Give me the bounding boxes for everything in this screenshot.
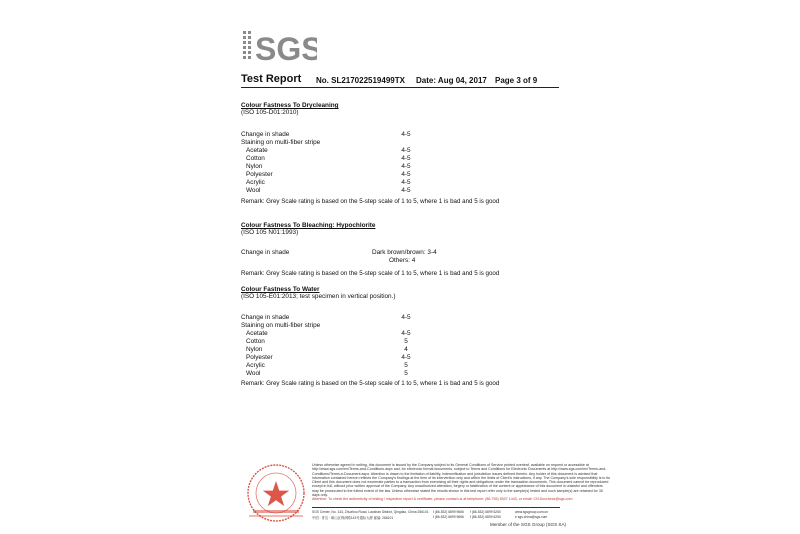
remark-drycleaning: Remark: Grey Scale rating is based on the 5-step scale of 1 to 5, where 1 is bad and 5 is good	[241, 198, 500, 205]
remark-bleaching: Remark: Grey Scale rating is based on the 5-step scale of 1 to 5, where 1 is bad and 5 is good	[241, 270, 500, 277]
section-standard-drycleaning: (ISO 105-D01:2010)	[241, 109, 299, 116]
results-table-bleaching	[241, 249, 541, 267]
remark-water: Remark: Grey Scale rating is based on the 5-step scale of 1 to 5, where 1 is bad and 5 is good	[241, 380, 500, 387]
table-row: Acrylic 4-5	[246, 179, 411, 186]
table-row: Wool 5	[246, 370, 408, 377]
table-row: Acetate 4-5	[246, 147, 411, 154]
results-table-drycleaning	[241, 131, 541, 197]
header-divider	[241, 87, 559, 88]
report-title: Test Report	[241, 73, 302, 85]
footer-fax-1: f (86-532) 6899 6250	[470, 510, 501, 514]
table-row: Acetate 4-5	[246, 330, 411, 337]
table-row: Change in shade 4-5	[241, 131, 411, 138]
table-row: Nylon 4	[246, 346, 408, 353]
table-row: Wool 4-5	[246, 187, 411, 194]
table-row: Staining on multi-fiber stripe	[241, 322, 321, 329]
section-standard-water: (ISO 105-E01:2013; test specimen in vertical position.)	[241, 293, 396, 300]
sgs-logo	[243, 28, 317, 73]
section-standard-bleaching: (ISO 105 N01:1993)	[241, 229, 299, 236]
footer-disclaimer: Unless otherwise agreed in writing, this document is issued by the Company subject to its General Conditions of Service printed overleaf, available on request or accessible at http://www.sgs.com/en/Terms-and-Conditions.aspx and, for electronic format documents, subject to Terms and Conditions for Electronic Documents at http://www.sgs.com/en/Terms-and-Conditions/Terms-e-Document.aspx. Attention is drawn to the limitation of liability, indemnification and jurisdiction issues defined therein. Any holder of this document is advised that information contained hereon reflects the Company's findings at the time of its intervention only and within the limits of Client's instructions, if any. The Company's sole responsibility is to its Client and this document does not exonerate parties to a transaction from exercising all their rights and obligations under the transaction documents. This document cannot be reproduced except in full, without prior written approval of the Company. Any unauthorized alteration, forgery or falsification of the content or appearance of this document is unlawful and offenders may be prosecuted to the fullest extent of the law. Unless otherwise stated the results shown in this test report refer only to the sample(s) tested and such sample(s) are retained for 30 days only.	[312, 463, 610, 498]
section-title-water: Colour Fastness To Water	[241, 286, 320, 293]
report-number: No. SL217022519499TX	[316, 76, 405, 85]
footer-phone-2: t (86-532) 6899 9666	[433, 515, 464, 519]
page-number: Page 3 of 9	[495, 76, 538, 85]
footer-phone-1: t (86-532) 6899 9666	[433, 510, 464, 514]
footer-member-note: Member of the SGS Group (SGS SA)	[490, 522, 567, 527]
report-date: Date: Aug 04, 2017	[416, 76, 487, 85]
table-row: Change in shade 4-5	[241, 314, 411, 321]
company-seal-stamp	[243, 462, 309, 529]
results-table-water	[241, 314, 541, 380]
svg-text:SGS: SGS	[255, 31, 317, 67]
table-row: Cotton 4-5	[246, 155, 411, 162]
footer-email[interactable]: e sgs.china@sgs.com	[515, 515, 548, 519]
section-title-drycleaning: Colour Fastness To Drycleaning	[241, 102, 339, 109]
footer-divider	[312, 507, 560, 508]
footer-authenticity-warning: Attention: To check the authenticity of testing / inspection report & certificate, please contact us at telephone: (86-755) 8307 1443, or email: CN.Doccheck@sgs.com	[312, 497, 573, 501]
table-row: Staining on multi-fiber stripe	[241, 139, 321, 146]
table-row: Polyester 4-5	[246, 354, 411, 361]
table-row: Cotton 5	[246, 338, 408, 345]
table-row: Change in shade Dark brown/brown: 3-4	[241, 249, 437, 256]
section-title-bleaching: Colour Fastness To Bleaching: Hypochlorite	[241, 222, 376, 229]
table-row: Polyester 4-5	[246, 171, 411, 178]
table-row: Nylon 4-5	[246, 163, 411, 170]
table-row: Others: 4	[389, 257, 416, 264]
footer-fax-2: f (86-532) 6899 6250	[470, 515, 501, 519]
footer-website[interactable]: www.sgsgroup.com.cn	[515, 510, 548, 514]
table-row: Acrylic 5	[246, 362, 408, 369]
footer-address-en: SGS Center, No. 143, Zhuzhou Road, Laoshan District, Qingdao, China 266101	[312, 510, 429, 514]
footer-address-cn: 中国 · 青岛 · 崂山区株洲路143号通标大厦 邮编: 266101	[312, 516, 394, 520]
